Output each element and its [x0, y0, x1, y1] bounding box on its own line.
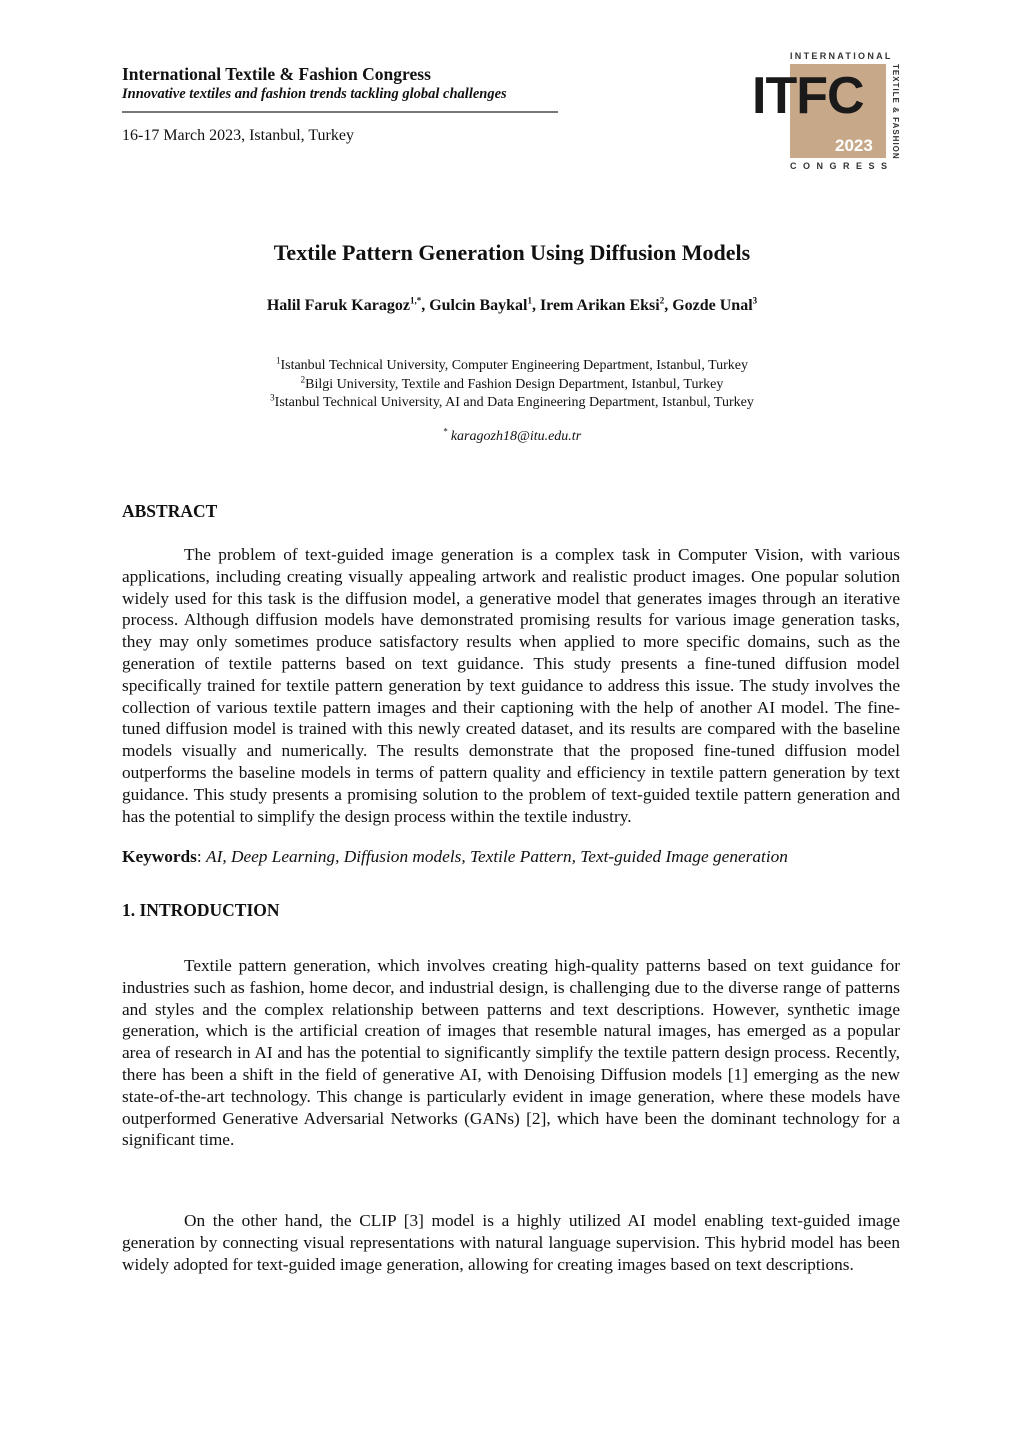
introduction-heading: 1. INTRODUCTION	[122, 900, 280, 920]
affiliation-list	[0, 357, 1024, 413]
affiliation-line: $^1$Istanbul Technical University, Computer Engineering Department, Istanbul, Turkey	[275, 355, 749, 373]
affiliation-line: $^3$Istanbul Technical University, AI and Data Engineering Department, Istanbul, Turkey	[270, 392, 754, 410]
abstract-heading: ABSTRACT	[122, 501, 218, 521]
author-name: Irem Arikan Eksi	[539, 297, 660, 314]
keywords-label: Keywords	[122, 847, 197, 866]
logo-side-text: TEXTILE & FASHION	[891, 64, 900, 160]
keywords-line: Keywords: AI, Deep Learning, Diffusion models, Textile Pattern, Text-guided Image generation	[122, 847, 788, 866]
author-affiliation-marker: 2	[659, 295, 665, 306]
conference-tagline: Innovative textiles and fashion trends tackling global challenges	[122, 86, 507, 102]
author-affiliation-marker: 1	[527, 295, 532, 306]
logo-acronym: ITFC	[752, 67, 864, 125]
keywords-list: AI, Deep Learning, Diffusion models, Textile Pattern, Text-guided Image generation	[206, 847, 788, 866]
logo-top-text: INTERNATIONAL	[790, 51, 893, 61]
itfc-logo	[752, 48, 904, 174]
email-link[interactable]: karagozh18@itu.edu.tr	[450, 429, 582, 444]
logo-bottom-text: CONGRESS	[790, 161, 894, 171]
author-affiliation-marker: 1,*	[409, 295, 422, 306]
author-name: Gulcin Baykal	[429, 297, 528, 314]
affiliation-line: $^2$Bilgi University, Textile and Fashion Design Department, Istanbul, Turkey	[300, 373, 724, 392]
author-name: Gozde Unal	[672, 297, 753, 314]
introduction-paragraph-2: On the other hand, the CLIP [3] model is a highly utilized AI model enabling text-guided image generation by connecting visual representations with natural language supervision. This hybrid model has been widely adopted for text-guided image generation, allowing for creating images based on text descriptions.	[122, 1211, 900, 1274]
conference-name: International Textile & Fashion Congress	[122, 64, 431, 84]
author-list: Halil Faruk Karagoz$^{1,*}$, Gulcin Baykal$^1$, Irem Arikan Eksi$^2$, Gozde Unal$^3$	[266, 295, 758, 314]
author-name: Halil Faruk Karagoz	[266, 297, 410, 314]
introduction-paragraph-1: Textile pattern generation, which involves creating high-quality patterns based on text guidance for industries such as fashion, home decor, and industrial design, is challenging due to the diverse range of patterns and styles and the complex relationship between patterns and text descriptions. However, synthetic image generation, which is the artificial creation of images that resemble natural images, has emerged as a popular area of research in AI and has the potential to significantly simplify the textile pattern design process. Recently, there has been a shift in the field of generative AI, with Denoising Diffusion models [1] emerging as the new state-of-the-art technology. This change is particularly evident in image generation, where these models have outperformed Generative Adversarial Networks (GANs) [2], which have been the dominant technology for a significant time.	[122, 956, 900, 1150]
header-divider	[122, 111, 558, 113]
abstract-paragraph: The problem of text-guided image generation is a complex task in Computer Vision, with various applications, including creating visually appealing artwork and realistic product images. One popular solution widely used for this task is the diffusion model, a generative model that generates images through an iterative process. Although diffusion models have demonstrated promising results for various image generation tasks, they may only sometimes produce satisfactory results when applied to more specific domains, such as the generation of textile patterns based on text guidance. This study presents a fine-tuned diffusion model specifically trained for textile pattern generation by text guidance to address this issue. The study involves the collection of various textile pattern images and their captioning with the help of another AI model. The fine-tuned diffusion model is trained with this newly created dataset, and its results are compared with the baseline models visually and numerically. The results demonstrate that the proposed fine-tuned diffusion model outperforms the baseline models in terms of pattern quality and efficiency in textile pattern generation by text guidance. This study presents a promising solution to the problem of text-guided textile pattern generation and has the potential to simplify the design process within the textile industry.	[122, 545, 900, 826]
logo-year: 2023	[835, 136, 873, 155]
corresponding-email: * karagozh18@itu.edu.tr	[442, 426, 582, 444]
conference-date-location: 16-17 March 2023, Istanbul, Turkey	[122, 127, 354, 144]
author-affiliation-marker: 3	[752, 295, 758, 306]
paper-title: Textile Pattern Generation Using Diffusion Models	[273, 240, 751, 265]
